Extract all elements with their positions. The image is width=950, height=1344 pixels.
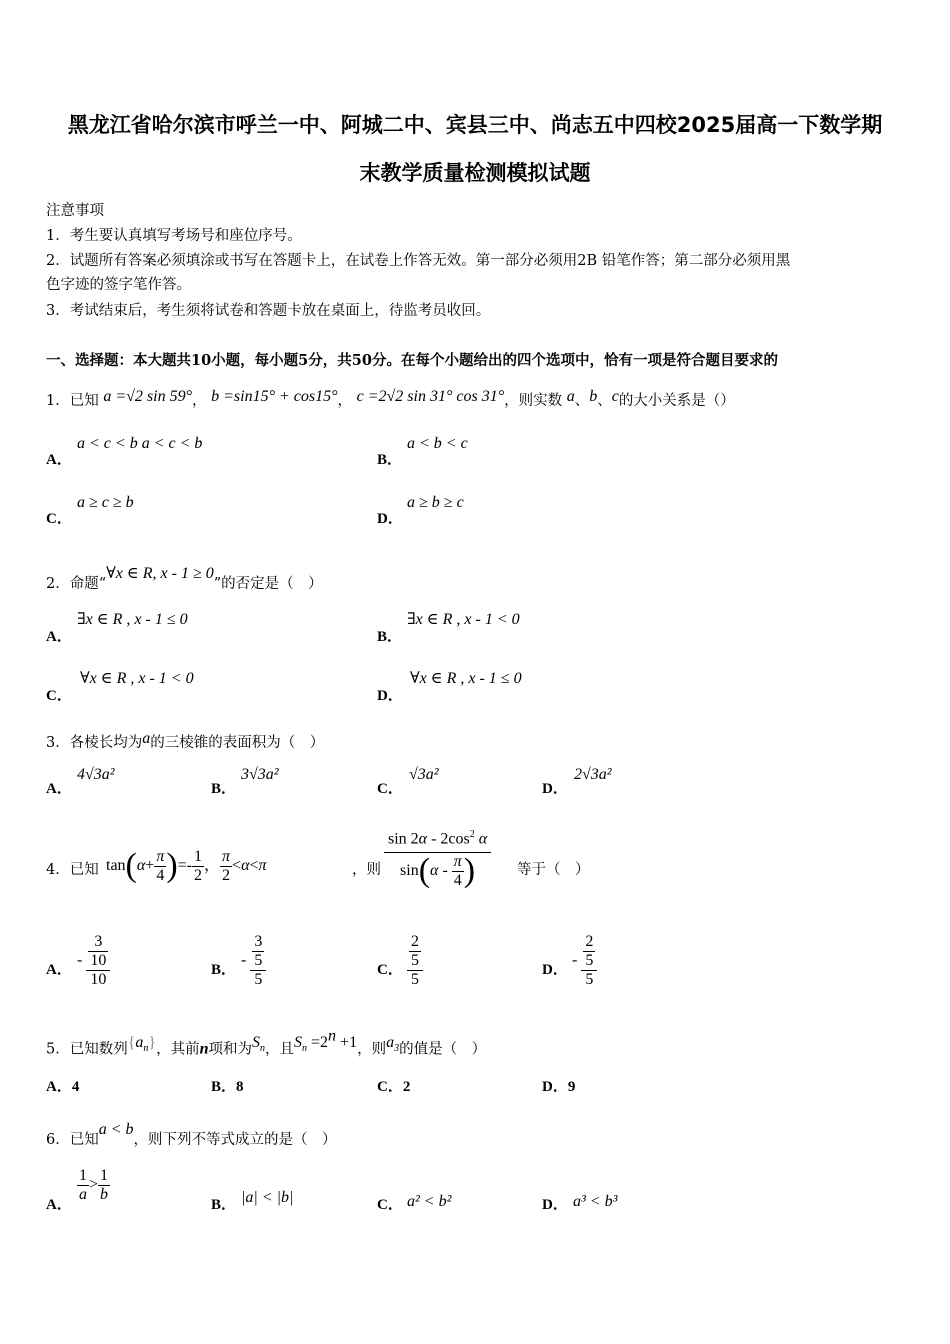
q4-target-fraction: $\sin 2\alpha - 2\cos^2$ α sin(α - $\frac{\pi}{4}$ ) [384, 822, 491, 890]
q6-expr: a < b [98, 1121, 134, 1138]
q4-option-C[interactable]: 2 5 5 [407, 933, 423, 989]
q1-option-C[interactable]: a ≥ c ≥ b [77, 494, 134, 511]
q6-option-B-label: B． [211, 1197, 237, 1213]
q4-option-C-label: C． [377, 962, 403, 978]
q5-suffix: 的值是（ ） [399, 1041, 487, 1058]
q3-option-D-label: D． [542, 781, 568, 797]
q4-option-A-label: A． [46, 962, 72, 978]
q5-mid2: 项和为 [208, 1041, 253, 1058]
q3-option-B[interactable]: 3√3a² [241, 766, 279, 783]
notice-item-2-cont: 色字迹的签字笔作答。 [46, 277, 191, 293]
q2-prefix: 2．命题“ [46, 576, 107, 592]
q4-option-D-label: D． [542, 962, 568, 978]
notice-item-1: 1．考生要认真填写考场号和座位序号。 [46, 228, 302, 244]
q6-option-B[interactable]: |a| < |b| [241, 1189, 294, 1206]
question-6 [46, 1118, 337, 1152]
q3-option-D[interactable]: 2√3a² [574, 766, 612, 783]
q2-option-D-label: D． [377, 688, 403, 704]
q5-option-A[interactable] [46, 1075, 79, 1096]
q5-option-C-label: C． [377, 1079, 403, 1095]
q2-option-A[interactable]: ∃x ∈ R , x - 1 ≤ 0 [77, 611, 188, 628]
q2-option-D[interactable]: ∀x ∈ R , x - 1 ≤ 0 [410, 670, 522, 687]
q2-option-B-label: B． [377, 629, 403, 645]
q4-option-A[interactable]: - 3 10 10 [77, 933, 110, 989]
q6-suffix: ，则下列不等式成立的是（ ） [133, 1132, 337, 1148]
q1-c-expr: c =2√2 sin 31° cos 31° [356, 388, 505, 405]
section-heading: 一、选择题：本大题共10小题，每小题5分，共50分。在每个小题给出的四个选项中，恰有一项是符合题目要求的 [46, 352, 778, 369]
q2-option-B[interactable]: ∃x ∈ R , x - 1 < 0 [407, 611, 520, 628]
q5-option-A-label: A． [46, 1079, 72, 1095]
q1-mid: ，则实数 [504, 393, 563, 409]
q6-option-D[interactable]: a³ < b³ [573, 1193, 618, 1210]
q4-given-expr: tan(α+ $\frac{\pi}{4}$ )=- $\frac{1}{2}$ ， $\frac{\pi}{2}$ <α<π [106, 847, 267, 885]
q6-option-C-label: C． [377, 1197, 403, 1213]
q5-option-B-value: 8 [236, 1079, 244, 1095]
q4-option-D[interactable]: - 2 5 5 [572, 933, 597, 989]
q5-mid4: ，则 [357, 1041, 387, 1058]
notice-item-3: 3．考试结束后，考生须将试卷和答题卡放在桌面上，待监考员收回。 [46, 303, 491, 319]
q5-option-B-label: B． [211, 1079, 237, 1095]
q5-mid3: ，且 [265, 1041, 295, 1058]
q1-option-B[interactable]: a < b < c [407, 435, 468, 452]
q1-option-C-label: C． [46, 511, 72, 527]
q1-a-expr: a =√2 sin 59° [103, 388, 192, 405]
q6-option-A[interactable]: $\frac{1}{a}$ > $\frac{1}{b}$ [79, 1167, 109, 1203]
q5-mid1: ，其前 [156, 1041, 200, 1058]
exam-title-line1: 黑龙江省哈尔滨市呼兰一中、阿城二中、宾县三中、尚志五中四校2025届高一下数学期 [67, 113, 883, 137]
q4-suffix: 等于（ ） [517, 862, 590, 878]
q6-option-D-label: D． [542, 1197, 568, 1213]
notice-item-2: 2．试题所有答案必须填涂或书写在答题卡上，在试卷上作答无效。第一部分必须用2B 铅笔作答；第二部分必须用黑 [46, 253, 791, 269]
q5-option-C-value: 2 [402, 1079, 411, 1095]
q5-prefix: 5．已知数列 [46, 1041, 128, 1058]
q3-option-A[interactable]: 4√3a² [77, 766, 115, 783]
q5-n: n [199, 1040, 209, 1058]
q5-option-C[interactable] [377, 1075, 410, 1096]
q3-option-C-label: C． [377, 781, 403, 797]
q1-option-D[interactable]: a ≥ b ≥ c [407, 494, 464, 511]
question-2 [46, 562, 323, 596]
question-3 [46, 727, 324, 755]
q1-option-A[interactable]: a < c < b a < c < b [77, 435, 203, 452]
question-5: 5．已知数列$\{a_n\}$，其前n项和为$S_n$，且$S_n =2^n +1$，则$a_3$的值是（ ） [46, 1028, 487, 1058]
question-1: 1．已知 a =√2 sin 59°， b =sin15° + cos15°， c =2√2 sin 31° cos 31°，则实数 a、b、c的大小关系是（） [46, 388, 735, 409]
q3-suffix: 的三棱锥的表面积为（ ） [150, 735, 325, 751]
q6-prefix: 6．已知 [46, 1132, 99, 1148]
q5-option-D-label: D． [542, 1079, 568, 1095]
q4-then: ，则 [352, 862, 381, 878]
notice-heading: 注意事项 [46, 203, 104, 219]
q1-b-expr: b =sin15° + cos15° [211, 388, 338, 405]
q3-var: a [142, 730, 151, 747]
q6-option-C[interactable]: a² < b² [407, 1193, 452, 1210]
q1-option-A-label: A． [46, 452, 72, 468]
q4-option-B-label: B． [211, 962, 237, 978]
q6-option-A-label: A． [46, 1197, 72, 1213]
q2-option-A-label: A． [46, 629, 72, 645]
q5-option-B[interactable] [211, 1075, 244, 1096]
q4-option-B[interactable]: - 3 5 5 [241, 933, 266, 989]
q5-option-D-value: 9 [567, 1079, 576, 1095]
q3-option-B-label: B． [211, 781, 237, 797]
q2-suffix: ”的否定是（ ） [213, 576, 323, 592]
q5-option-D[interactable] [542, 1075, 575, 1096]
q2-option-C[interactable]: ∀x ∈ R , x - 1 < 0 [80, 670, 194, 687]
q3-option-C[interactable]: √3a² [409, 766, 439, 783]
q2-option-C-label: C． [46, 688, 72, 704]
q2-expr: ∀x ∈ R, x - 1 ≥ 0 [106, 565, 214, 582]
q1-option-D-label: D． [377, 511, 403, 527]
q1-option-B-label: B． [377, 452, 403, 468]
q4-prefix: 4．已知 [46, 862, 99, 878]
exam-title-line2: 末教学质量检测模拟试题 [359, 161, 591, 185]
q3-prefix: 3．各棱长均为 [46, 735, 143, 751]
q1-suffix: 的大小关系是（） [618, 393, 735, 409]
q1-prefix: 1．已知 [46, 393, 99, 409]
q3-option-A-label: A． [46, 781, 72, 797]
q5-option-A-value: 4 [71, 1079, 80, 1095]
